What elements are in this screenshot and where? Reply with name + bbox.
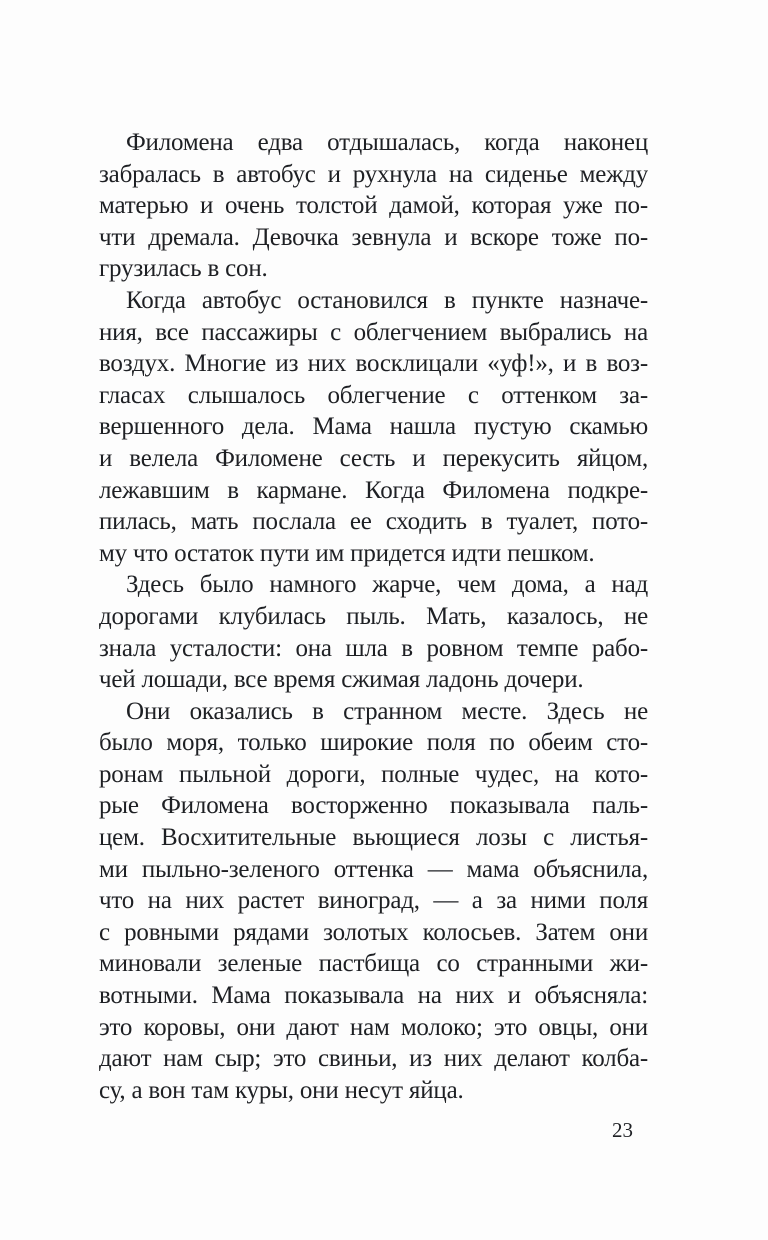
text-line: чей лошади, все время сжимая ладонь дочери. xyxy=(99,666,584,694)
text-line: ронам пыльной дороги, полные чудес, на кото- xyxy=(99,760,648,788)
text-line: дорогами клубилась пыль. Мать, казалось, не xyxy=(99,602,648,630)
text-line: чти дремала. Девочка зевнула и вскоре тоже по- xyxy=(99,223,648,251)
paragraph xyxy=(99,285,648,569)
text-line: что на них растет виноград, — а за ними поля xyxy=(99,887,648,915)
text-line: лежавшим в кармане. Когда Филомена подкре- xyxy=(99,476,648,504)
text-line: Они оказались в странном месте. Здесь не xyxy=(126,697,648,725)
text-line: и велела Филомене сесть и перекусить яйцом, xyxy=(99,444,648,472)
text-line: му что остаток пути им придется идти пешком. xyxy=(99,539,595,567)
text-line: воздух. Многие из них восклицали «уф!», и в воз- xyxy=(99,350,648,378)
text-line: забралась в автобус и рухнула на сиденье между xyxy=(99,160,648,188)
text-line: рые Филомена восторженно показывала паль- xyxy=(99,792,648,820)
text-block xyxy=(99,127,648,1106)
paragraph xyxy=(99,696,648,1107)
text-line: цем. Восхитительные вьющиеся лозы с листья- xyxy=(99,824,648,852)
text-line: матерью и очень толстой дамой, которая уже по- xyxy=(99,192,648,220)
text-line: ния, все пассажиры с облегчением выбрались на xyxy=(99,318,648,346)
text-line: грузилась в сон. xyxy=(99,255,268,283)
text-line: вотными. Мама показывала на них и объясняла: xyxy=(99,982,648,1010)
text-line: с ровными рядами золотых колосьев. Затем они xyxy=(99,918,648,946)
paragraph xyxy=(99,127,648,285)
text-line: Филомена едва отдышалась, когда наконец xyxy=(126,129,648,156)
page-number: 23 xyxy=(612,1118,633,1142)
text-line: это коровы, они дают нам молоко; это овцы, они xyxy=(99,1013,648,1041)
text-line: Здесь было намного жарче, чем дома, а над xyxy=(126,571,648,599)
text-line: су, а вон там куры, они несут яйца. xyxy=(99,1076,464,1104)
text-line: миновали зеленые пастбища со странными жи- xyxy=(99,950,648,978)
text-line: дают нам сыр; это свиньи, из них делают колба- xyxy=(99,1045,648,1073)
paragraph xyxy=(99,569,648,695)
text-line: было моря, только широкие поля по обеим сто- xyxy=(99,729,648,757)
text-line: гласах слышалось облегчение с оттенком за- xyxy=(99,381,648,409)
text-line: вершенного дела. Мама нашла пустую скамью xyxy=(99,413,648,441)
text-line: ми пыльно-зеленого оттенка — мама объяснила, xyxy=(99,855,648,883)
text-line: знала усталости: она шла в ровном темпе рабо- xyxy=(99,634,648,662)
text-line: Когда автобус остановился в пункте назначе- xyxy=(126,286,648,314)
text-line: пилась, мать послала ее сходить в туалет, пото- xyxy=(99,508,648,536)
